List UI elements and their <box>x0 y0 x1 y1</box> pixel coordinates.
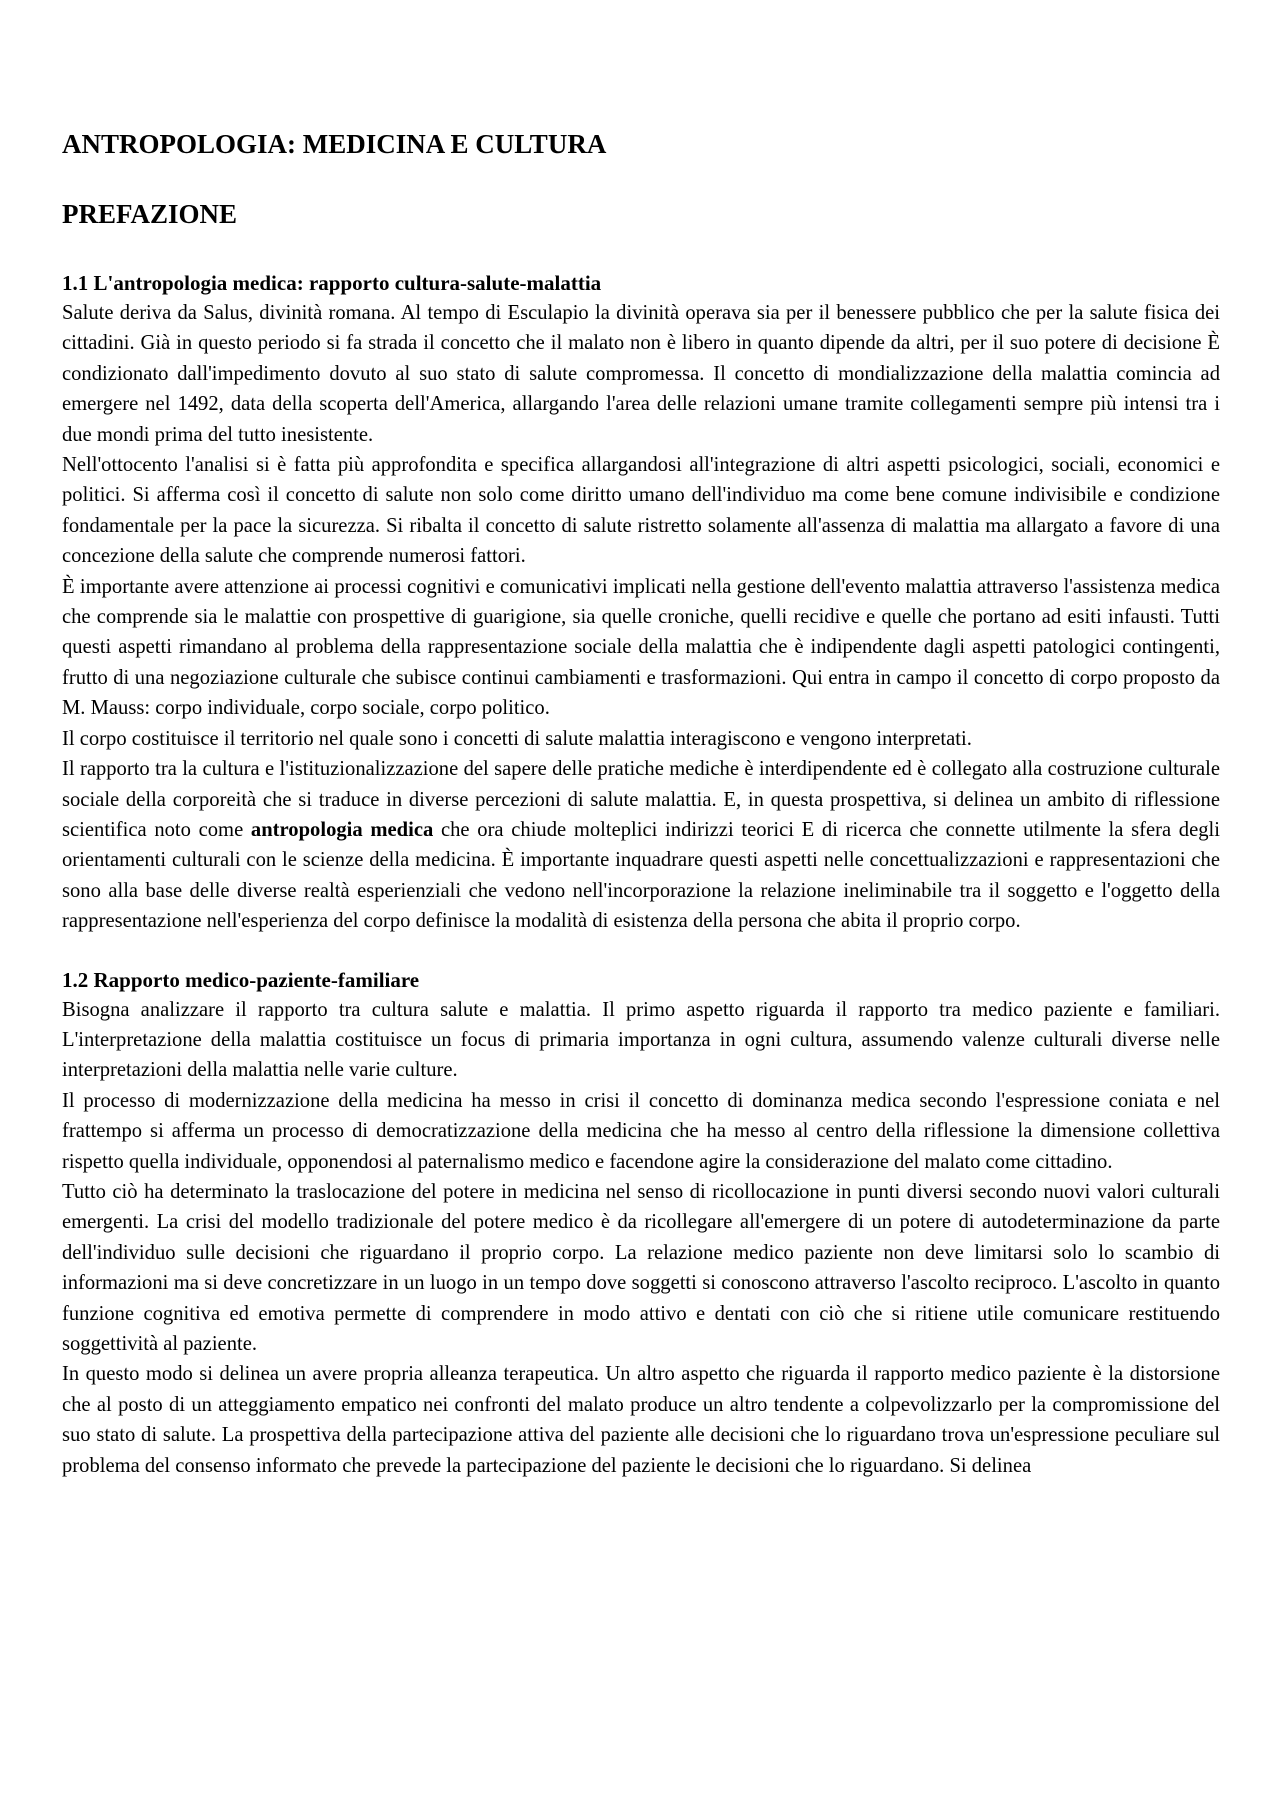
paragraph: Bisogna analizzare il rapporto tra cultura salute e malattia. Il primo aspetto riguarda il rapporto tra medico paziente e familiari. L'interpretazione della malattia costituisce un focus di primaria importanza in ogni cultura, assumendo valenze culturali diverse nelle interpretazioni della malattia nelle varie culture. <box>62 998 1220 1082</box>
document-subtitle: PREFAZIONE <box>62 199 238 229</box>
paragraph: In questo modo si delinea un avere propria alleanza terapeutica. Un altro aspetto che riguarda il rapporto medico paziente è la distorsione che al posto di un atteggiamento empatico nei confronti del malato produce un altro tendente a colpevolizzarlo per la compromissione del suo stato di salute. La prospettiva della partecipazione attiva del paziente alle decisioni che lo riguardano trova un'espressione peculiare sul problema del consenso informato che prevede la partecipazione del paziente le decisioni che lo riguardano. Si delinea <box>62 1363 1220 1477</box>
paragraph: Il processo di modernizzazione della medicina ha messo in crisi il concetto di dominanza medica secondo l'espressione coniata e nel frattempo si afferma un processo di democratizzazione della medicina che ha messo al centro della riflessione la dimensione collettiva rispetto quella individuale, opponendosi al paternalismo medico e facendone agire la considerazione del malato come cittadino. <box>62 1089 1220 1173</box>
section-heading: 1.1 L'antropologia medica: rapporto cultura-salute-malattia <box>62 271 602 295</box>
section-heading: 1.2 Rapporto medico-paziente-familiare <box>62 967 420 992</box>
paragraph: È importante avere attenzione ai processi cognitivi e comunicativi implicati nella gestione dell'evento malattia attraverso l'assistenza medica che comprende sia le malattie con prospettive di guarigione, sia quelle croniche, quelli recidive e quelle che portano ad esiti infausti. Tutti questi aspetti rimandano al problema della rappresentazione sociale della malattia che è indipendente dagli aspetti patologici contingenti, frutto di una negoziazione culturale che subisce continui cambiamenti e trasformazioni. Qui entra in campo il concetto di corpo proposto da M. Mauss: corpo individuale, corpo sociale, corpo politico. <box>62 575 1220 720</box>
document-title: ANTROPOLOGIA: MEDICINA E CULTURA <box>62 129 607 159</box>
paragraph: Nell'ottocento l'analisi si è fatta più approfondita e specifica allargandosi all'integrazione di altri aspetti psicologici, sociali, economici e politici. Si afferma così il concetto di salute non solo come diritto umano dell'individuo ma come bene comune indivisibile e condizione fondamentale per la pace la sicurezza. Si ribalta il concetto di salute ristretto solamente all'assenza di malattia ma allargato a favore di una concezione della salute che comprende numerosi fattori. <box>62 454 1220 568</box>
paragraph: Il corpo costituisce il territorio nel quale sono i concetti di salute malattia interagiscono e vengono interpretati. <box>62 727 972 750</box>
paragraph: Salute deriva da Salus, divinità romana. Al tempo di Esculapio la divinità operava sia per il benessere pubblico che per la salute fisica dei cittadini. Già in questo periodo si fa strada il concetto che il malato non è libero in quanto dipende da altri, per il suo potere di decisione È condizionato dall'impedimento dovuto al suo stato di salute compromessa. Il concetto di mondializzazione della malattia comincia ad emergere nel 1492, data della scoperta dell'America, allargando l'area delle relazioni umane tramite collegamenti sempre più intensi tra i due mondi prima del tutto inesistente. <box>62 302 1220 446</box>
paragraph-text: che ora chiude molteplici indirizzi teorici E di ricerca che connette utilmente la sfera degli orientamenti culturali con le scienze della medicina. È importante inquadrare questi aspetti nelle concettualizzazioni e rappresentazioni che sono alla base delle diverse realtà esperienziali che vedono nell'incorporazione la relazione ineliminabile tra il soggetto e l'oggetto della rappresentazione nell'esperienza del corpo definisce la modalità di esistenza della persona che abita il proprio corpo. <box>62 818 1220 933</box>
document-page <box>62 128 1220 1481</box>
section-1 <box>62 268 1220 937</box>
section-2 <box>62 965 1220 1482</box>
paragraph-text: Il rapporto tra la cultura e l'istituzionalizzazione del sapere delle pratiche mediche è interdipendente ed è collegato alla costruzione culturale sociale della corporeità che si traduce in diverse percezioni di salute malattia. E, in questa prospettiva, si delinea un ambito di riflessione scientifica noto come <box>62 758 1220 841</box>
bold-term: antropologia medica <box>250 818 434 841</box>
paragraph <box>62 754 1220 936</box>
paragraph: Tutto ciò ha determinato la traslocazione del potere in medicina nel senso di ricollocazione in punti diversi secondo nuovi valori culturali emergenti. La crisi del modello tradizionale del potere medico è da ricollegare all'emergere di un potere di autodeterminazione da parte dell'individuo sulle decisioni che riguardano il proprio corpo. La relazione medico paziente non deve limitarsi solo lo scambio di informazioni ma si deve concretizzare in un luogo in un tempo dove soggetti si conoscono attraverso l'ascolto reciproco. L'ascolto in quanto funzione cognitiva ed emotiva permette di comprendere in modo attivo e dentati con ciò che si ritiene utile comunicare restituendo soggettività al paziente. <box>62 1180 1220 1355</box>
